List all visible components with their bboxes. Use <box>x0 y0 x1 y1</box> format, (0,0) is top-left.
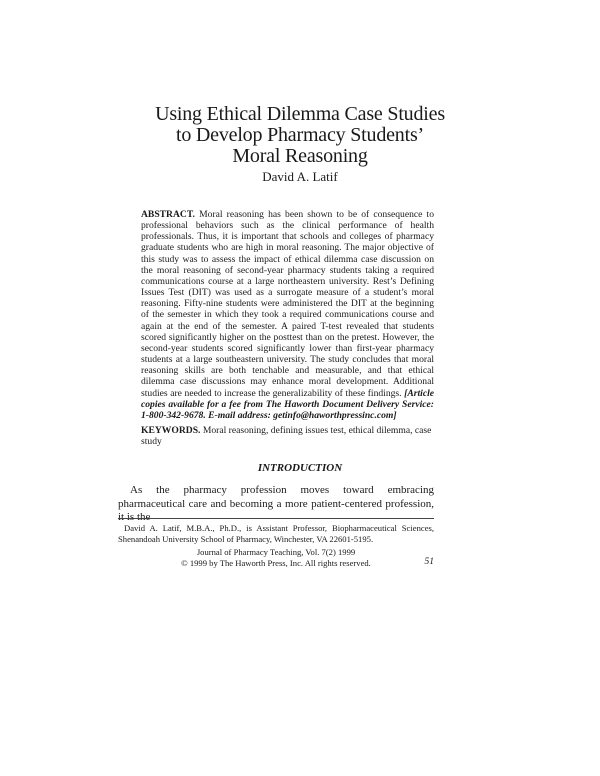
abstract-label: ABSTRACT. <box>141 209 195 220</box>
title-line-3: Moral Reasoning <box>232 145 368 167</box>
keywords <box>141 425 434 447</box>
keywords-label: KEYWORDS. <box>141 425 201 436</box>
abstract-body: Moral reasoning has been shown to be of consequence to professional behaviors such as the clinical performance of health professionals. Thus, it is important that schools and colleges of pharmacy graduate students who are high in moral reasoning. The major objective of this study was to assess the impact of ethical dilemma case discussion on the moral reasoning of second-year pharmacy students taking a required communications course at a large northeastern university. Rest’s Defining Issues Test (DIT) was used as a surrogate measure of a student’s moral reasoning. Fifty-nine students were administered the DIT at the beginning of the semester in which they took a required communications course and again at the end of the semester. A paired T-test revealed that students scored significantly higher on the posttest than on the pretest. However, the second-year students scored significantly lower than first-year pharmacy students at a large southeastern university. The study concludes that moral reasoning skills are both tenchable and measurable, and that ethical dilemma case discussions may enhance moral development. Additional studies are needed to increase the generalizability of these findings. <box>141 209 434 399</box>
page-number: 51 <box>424 557 434 567</box>
author-name: David A. Latif <box>262 169 338 184</box>
author-footnote <box>118 523 434 545</box>
keywords-body: Moral reasoning, defining issues test, ethical dilemma, case study <box>141 425 432 448</box>
title-line-2: to Develop Pharmacy Students’ <box>175 124 425 146</box>
footnote-divider <box>118 518 434 519</box>
footnote-text: David A. Latif, M.B.A., Ph.D., is Assistant Professor, Biopharmaceutical Sciences, Shenandoah University School of Pharmacy, Winchester, VA 22601-5195. <box>118 523 434 544</box>
abstract-availability-note: [Article copies available for a fee from The Haworth Document Delivery Service: 1-800-342-9678. E-mail address: getinfo@haworthpressinc.com] <box>141 387 434 421</box>
journal-citation: Journal of Pharmacy Teaching, Vol. 7(2) 1999 <box>196 547 356 557</box>
intro-paragraph: As the pharmacy profession moves toward embracing pharmaceutical care and becoming a more patient-centered profession, it is the <box>118 484 434 523</box>
title-line-1: Using Ethical Dilemma Case Studies <box>155 103 445 125</box>
section-heading-introduction: INTRODUCTION <box>257 462 343 474</box>
abstract <box>141 209 434 421</box>
copyright-notice: © 1999 by The Haworth Press, Inc. All rights reserved. <box>181 558 371 568</box>
article-title <box>100 104 500 167</box>
